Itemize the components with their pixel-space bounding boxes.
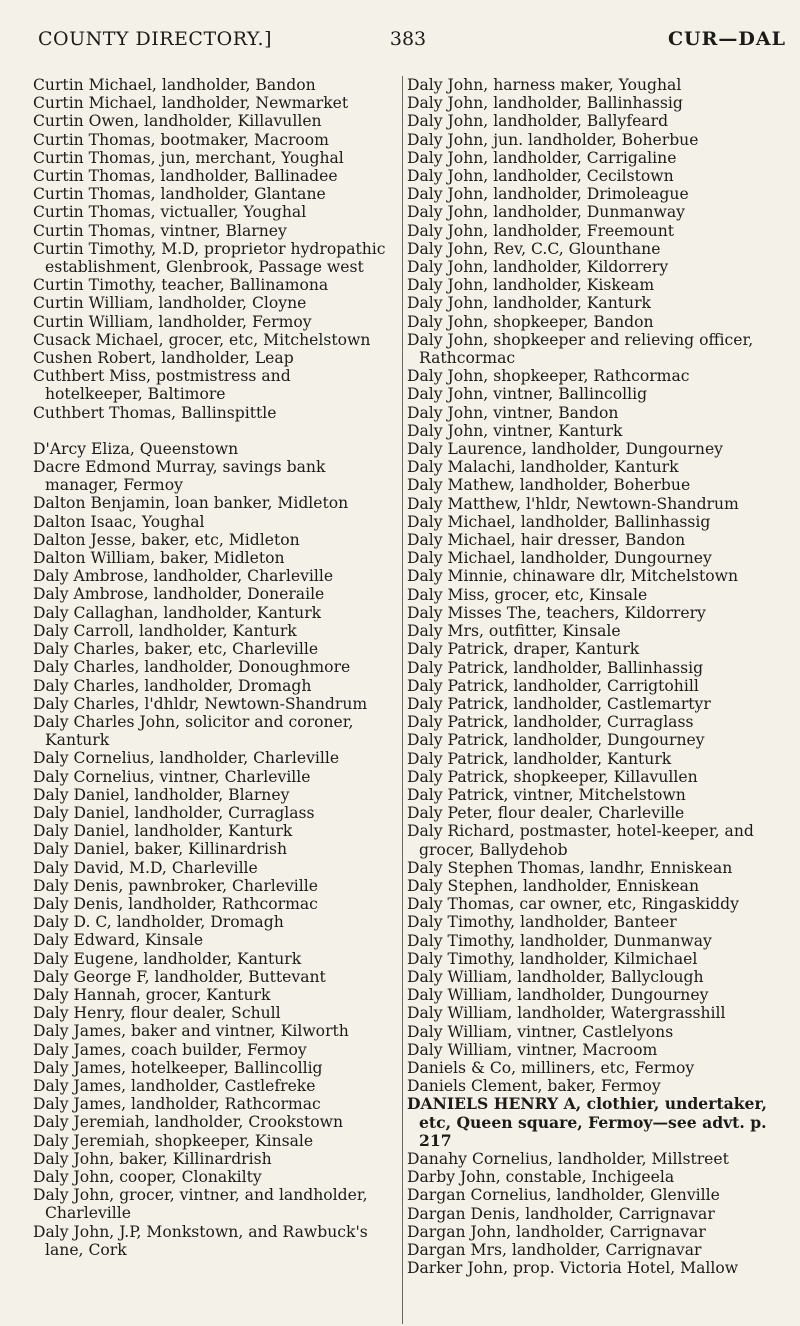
list-item: Daly Peter, flour dealer, Charleville (407, 804, 685, 823)
list-item-advertiser: DANIELS HENRY A, clothier, undertaker, etc, Queen square, Fermoy—see advt. p. 217 (407, 1094, 767, 1150)
list-item: Daly James, landholder, Castlefreke (33, 1076, 316, 1095)
list-item: Daly Laurence, landholder, Dungourney (407, 440, 723, 459)
list-item: Dalton William, baker, Midleton (33, 549, 285, 568)
list-item: Daniels & Co, milliners, etc, Fermoy (407, 1058, 695, 1077)
list-item: Daly William, landholder, Watergrasshill (407, 1004, 726, 1023)
list-item: Daly John, landholder, Carrigaline (407, 148, 677, 167)
list-item: Daly Charles, landholder, Donoughmore (33, 658, 351, 677)
list-item: Daly Patrick, vintner, Mitchelstown (407, 785, 686, 804)
list-item: Daly Daniel, baker, Killinardrish (33, 840, 287, 859)
list-item: Daly D. C, landholder, Dromagh (33, 913, 284, 932)
running-head-right: CUR—DAL (667, 28, 786, 50)
list-item: Daly Michael, landholder, Ballinhassig (407, 512, 711, 531)
list-item: Daly Jeremiah, shopkeeper, Kinsale (33, 1131, 314, 1150)
list-item: Daly Matthew, l'hldr, Newtown-Shandrum (407, 494, 739, 513)
list-item: Daly John, landholder, Kiskeam (407, 276, 655, 295)
list-item: Daly Charles, baker, etc, Charleville (33, 640, 319, 659)
list-item: Daly John, landholder, Ballinhassig (407, 94, 683, 113)
list-item: Daly Mrs, outfitter, Kinsale (407, 622, 621, 641)
list-item: Cushen Robert, landholder, Leap (33, 349, 294, 368)
list-item: Daly Michael, landholder, Dungourney (407, 549, 712, 568)
page-number: 383 (389, 28, 427, 50)
list-item: Daly John, cooper, Clonakilty (33, 1167, 262, 1186)
list-item: Daly John, harness maker, Youghal (407, 76, 682, 94)
list-item: Daly John, vintner, Ballincollig (407, 385, 648, 404)
list-item: Daly John, shopkeeper, Bandon (407, 312, 654, 331)
list-item: Daly Patrick, landholder, Kanturk (407, 749, 672, 768)
list-item: Daly Michael, hair dresser, Bandon (407, 531, 686, 550)
list-item: Daly John, J.P, Monkstown, and Rawbuck's lane, Cork (33, 1222, 368, 1259)
list-item: Daly John, landholder, Kanturk (407, 294, 651, 313)
list-item: Daly Patrick, landholder, Dungourney (407, 731, 705, 750)
list-item: Daly Denis, pawnbroker, Charleville (33, 876, 318, 895)
list-item: Dargan Denis, landholder, Carrignavar (407, 1204, 715, 1223)
list-item: Dargan John, landholder, Carrignavar (407, 1222, 706, 1241)
list-item: Daly John, landholder, Drimoleague (407, 185, 689, 204)
list-item: Daly James, baker and vintner, Kilworth (33, 1022, 349, 1041)
list-item: Daly James, coach builder, Fermoy (33, 1040, 307, 1059)
list-item: Daly Daniel, landholder, Curraglass (33, 803, 315, 822)
list-item: Daly George F, landholder, Buttevant (33, 967, 326, 986)
left-column (33, 76, 387, 1259)
right-column (407, 76, 787, 1277)
list-item: Daly Timothy, landholder, Banteer (407, 913, 677, 932)
list-item: Daly Jeremiah, landholder, Crookstown (33, 1113, 343, 1132)
list-item: Curtin Thomas, jun, merchant, Youghal (33, 148, 344, 167)
list-item: Darker John, prop. Victoria Hotel, Mallow (407, 1259, 739, 1278)
list-item: Danahy Cornelius, landholder, Millstreet (407, 1149, 729, 1168)
list-item: Dacre Edmond Murray, savings bank manager, Fermoy (33, 458, 326, 495)
list-item: Daly Carroll, landholder, Kanturk (33, 621, 297, 640)
list-item: Curtin Thomas, bootmaker, Macroom (33, 130, 329, 149)
column-divider (402, 76, 403, 1324)
list-item: Cuthbert Thomas, Ballinspittle (33, 403, 277, 422)
list-item: Daly William, vintner, Castlelyons (407, 1022, 674, 1041)
list-item: Curtin Thomas, landholder, Ballinadee (33, 167, 338, 186)
list-item: Daly Eugene, landholder, Kanturk (33, 949, 302, 968)
list-item: Curtin Timothy, teacher, Ballinamona (33, 276, 329, 295)
list-item: Daly John, baker, Killinardrish (33, 1149, 272, 1168)
list-item: Daly Ambrose, landholder, Charleville (33, 567, 334, 586)
list-item: Daly Patrick, landholder, Castlemartyr (407, 694, 711, 713)
list-item: Curtin Thomas, victualler, Youghal (33, 203, 307, 222)
list-item: Daly John, landholder, Ballyfeard (407, 112, 669, 131)
list-item: Daly Patrick, landholder, Curraglass (407, 713, 694, 732)
list-item: Daly Cornelius, landholder, Charleville (33, 749, 340, 768)
list-item: Daly Henry, flour dealer, Schull (33, 1004, 281, 1023)
list-item: Curtin Owen, landholder, Killavullen (33, 112, 322, 131)
list-item: Daly Patrick, draper, Kanturk (407, 640, 640, 659)
list-item: Daly Mathew, landholder, Boherbue (407, 476, 691, 495)
list-item: Daly John, jun. landholder, Boherbue (407, 130, 699, 149)
list-item: Daly Stephen, landholder, Enniskean (407, 876, 700, 895)
list-item: Daly Patrick, landholder, Carrigtohill (407, 676, 699, 695)
list-item: Curtin Thomas, vintner, Blarney (33, 221, 287, 240)
list-item: Daly Edward, Kinsale (33, 931, 204, 950)
list-item: Daly John, shopkeeper, Rathcormac (407, 367, 690, 386)
list-item: Daly Thomas, car owner, etc, Ringaskiddy (407, 895, 739, 914)
list-item: Curtin Thomas, landholder, Glantane (33, 185, 326, 204)
list-item: Curtin William, landholder, Fermoy (33, 312, 312, 331)
list-item: Curtin Timothy, M.D, proprietor hydropathic establishment, Glenbrook, Passage west (33, 239, 386, 277)
list-item: Dargan Mrs, landholder, Carrignavar (407, 1241, 702, 1259)
list-item: Daly Stephen Thomas, landhr, Enniskean (407, 858, 733, 877)
list-item: Daly Daniel, landholder, Blarney (33, 785, 290, 804)
list-item: Cuthbert Miss, postmistress and hotelkeeper, Baltimore (33, 367, 291, 404)
list-item: Dalton Jesse, baker, etc, Midleton (33, 530, 300, 549)
list-item: Daly John, vintner, Bandon (407, 403, 619, 422)
list-item: Daly William, vintner, Macroom (407, 1040, 658, 1059)
list-item: Daly Cornelius, vintner, Charleville (33, 767, 311, 786)
list-item: Daly John, shopkeeper and relieving officer, Rathcormac (407, 330, 754, 368)
list-item: Daly Denis, landholder, Rathcormac (33, 894, 318, 913)
list-item: Daly Timothy, landholder, Dunmanway (407, 931, 712, 950)
list-item: Daly Patrick, landholder, Ballinhassig (407, 658, 704, 677)
list-item: Daly John, vintner, Kanturk (407, 421, 623, 440)
list-item: Dalton Benjamin, loan banker, Midleton (33, 494, 349, 513)
list-item: Curtin Michael, landholder, Newmarket (33, 94, 349, 113)
list-item: Daly Richard, postmaster, hotel-keeper, and grocer, Ballydehob (407, 822, 754, 859)
list-item: Daly Charles, landholder, Dromagh (33, 676, 312, 695)
list-item: Darby John, constable, Inchigeela (407, 1168, 675, 1187)
list-item: Dargan Cornelius, landholder, Glenville (407, 1186, 720, 1205)
list-item: Daly Timothy, landholder, Kilmichael (407, 949, 698, 968)
list-item: Daly Hannah, grocer, Kanturk (33, 985, 271, 1004)
list-item: Daly James, landholder, Rathcormac (33, 1095, 321, 1114)
list-item: Daly John, landholder, Cecilstown (407, 167, 674, 186)
list-item: Daly Daniel, landholder, Kanturk (33, 822, 293, 841)
list-item: Daly John, landholder, Kildorrery (407, 258, 669, 277)
list-item: Curtin William, landholder, Cloyne (33, 294, 307, 313)
list-item: Daly James, hotelkeeper, Ballincollig (33, 1058, 323, 1077)
list-item: Daly Charles John, solicitor and coroner, Kanturk (33, 712, 354, 750)
list-item: D'Arcy Eliza, Queenstown (33, 439, 239, 458)
list-item: Daly William, landholder, Ballyclough (407, 967, 704, 986)
list-item: Daly John, Rev, C.C, Glounthane (407, 239, 661, 258)
list-item: Daly Ambrose, landholder, Doneraile (33, 585, 325, 604)
list-item: Daly Misses The, teachers, Kildorrery (407, 603, 706, 622)
running-head-left: COUNTY DIRECTORY.] (38, 28, 272, 50)
list-item: Dalton Isaac, Youghal (33, 512, 205, 531)
page-header (0, 0, 800, 60)
list-item: Daly Miss, grocer, etc, Kinsale (407, 585, 648, 604)
list-item: Daly John, landholder, Freemount (407, 221, 675, 240)
list-item: Daly John, grocer, vintner, and landholder, Charleville (33, 1186, 368, 1223)
list-item: Daly Malachi, landholder, Kanturk (407, 458, 679, 477)
list-item: Cusack Michael, grocer, etc, Mitchelstown (33, 330, 371, 349)
list-item: Daly Minnie, chinaware dlr, Mitchelstown (407, 567, 738, 586)
list-item: Daly Charles, l'dhldr, Newtown-Shandrum (33, 694, 368, 713)
list-item: Daly Callaghan, landholder, Kanturk (33, 603, 322, 622)
list-item: Daly David, M.D, Charleville (33, 858, 258, 877)
list-item: Curtin Michael, landholder, Bandon (33, 76, 316, 94)
list-item: Daly Patrick, shopkeeper, Killavullen (407, 767, 698, 786)
list-item: Daniels Clement, baker, Fermoy (407, 1077, 661, 1096)
list-item: Daly William, landholder, Dungourney (407, 986, 709, 1005)
list-item: Daly John, landholder, Dunmanway (407, 203, 685, 222)
